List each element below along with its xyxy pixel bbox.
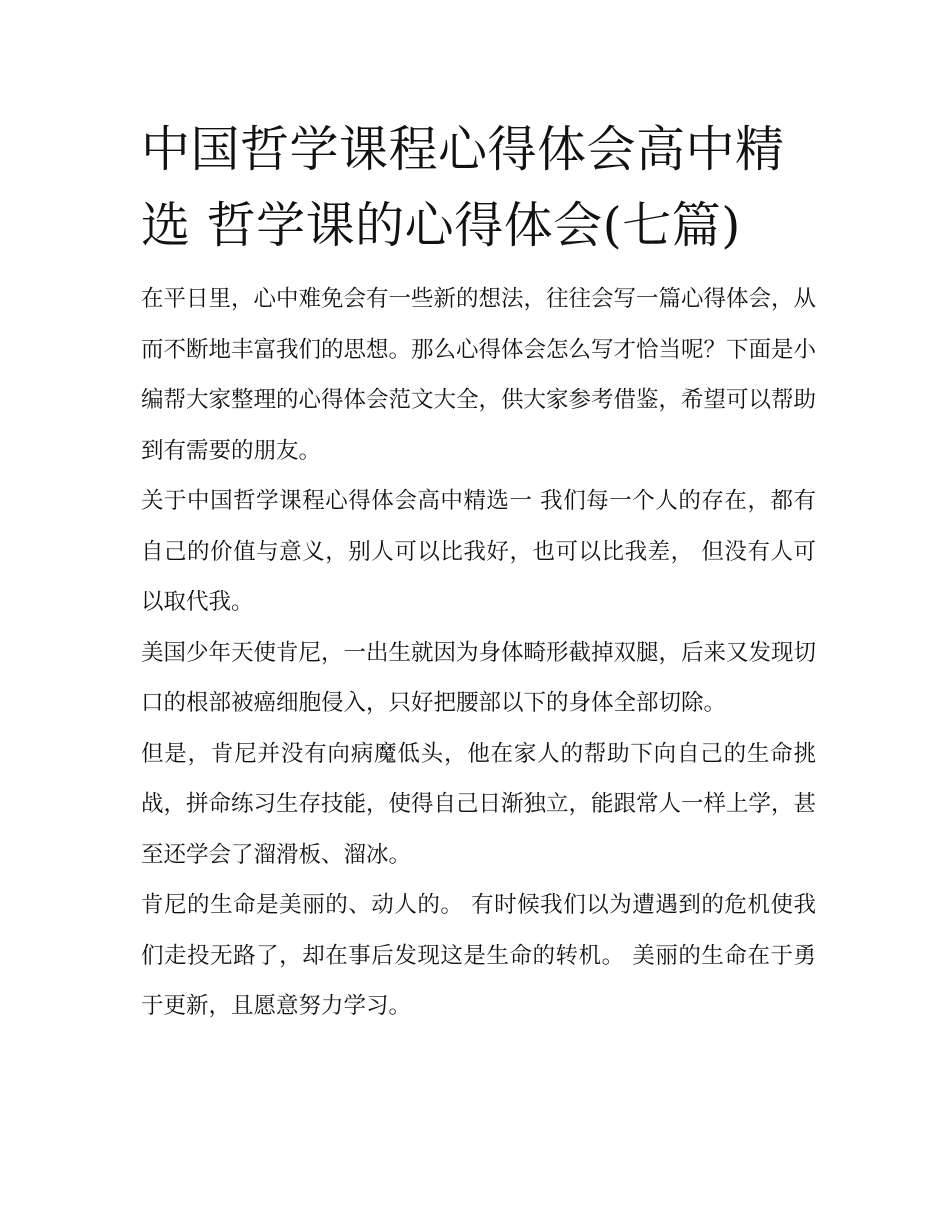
document-title: 中国哲学课程心得体会高中精选 哲学课的心得体会(七篇) — [141, 121, 785, 254]
paragraph-kenny-story: 美国少年天使肯尼，一出生就因为身体畸形截掉双腿，后来又发现切口的根部被癌细胞侵入，只好把腰部以下的身体全部切除。 — [141, 639, 817, 716]
paragraph-intro: 在平日里，心中难免会有一些新的想法，往往会写一篇心得体会，从而不断地丰富我们的思想。那么心得体会怎么写才恰当呢？下面是小编帮大家整理的心得体会范文大全，供大家参考借鉴，希望可以帮助到有需要的朋友。 — [141, 286, 817, 464]
paragraph-beautiful-life: 肯尼的生命是美丽的、动人的。 有时候我们以为遭遇到的危机使我们走投无路了，却在事后发现这是生命的转机。 美丽的生命在于勇于更新，且愿意努力学习。 — [141, 892, 816, 1019]
paragraph-kenny-challenge: 但是，肯尼并没有向病魔低头，他在家人的帮助下向自己的生命挑战，拼命练习生存技能，使得自己日渐独立，能跟常人一样上学，甚至还学会了溜滑板、溜冰。 — [141, 740, 817, 868]
document-page — [141, 112, 816, 1032]
paragraph-essay-one-opening: 关于中国哲学课程心得体会高中精选一 我们每一个人的存在，都有自己的价值与意义，别人可以比我好，也可以比我差， 但没有人可以取代我。 — [141, 488, 816, 615]
